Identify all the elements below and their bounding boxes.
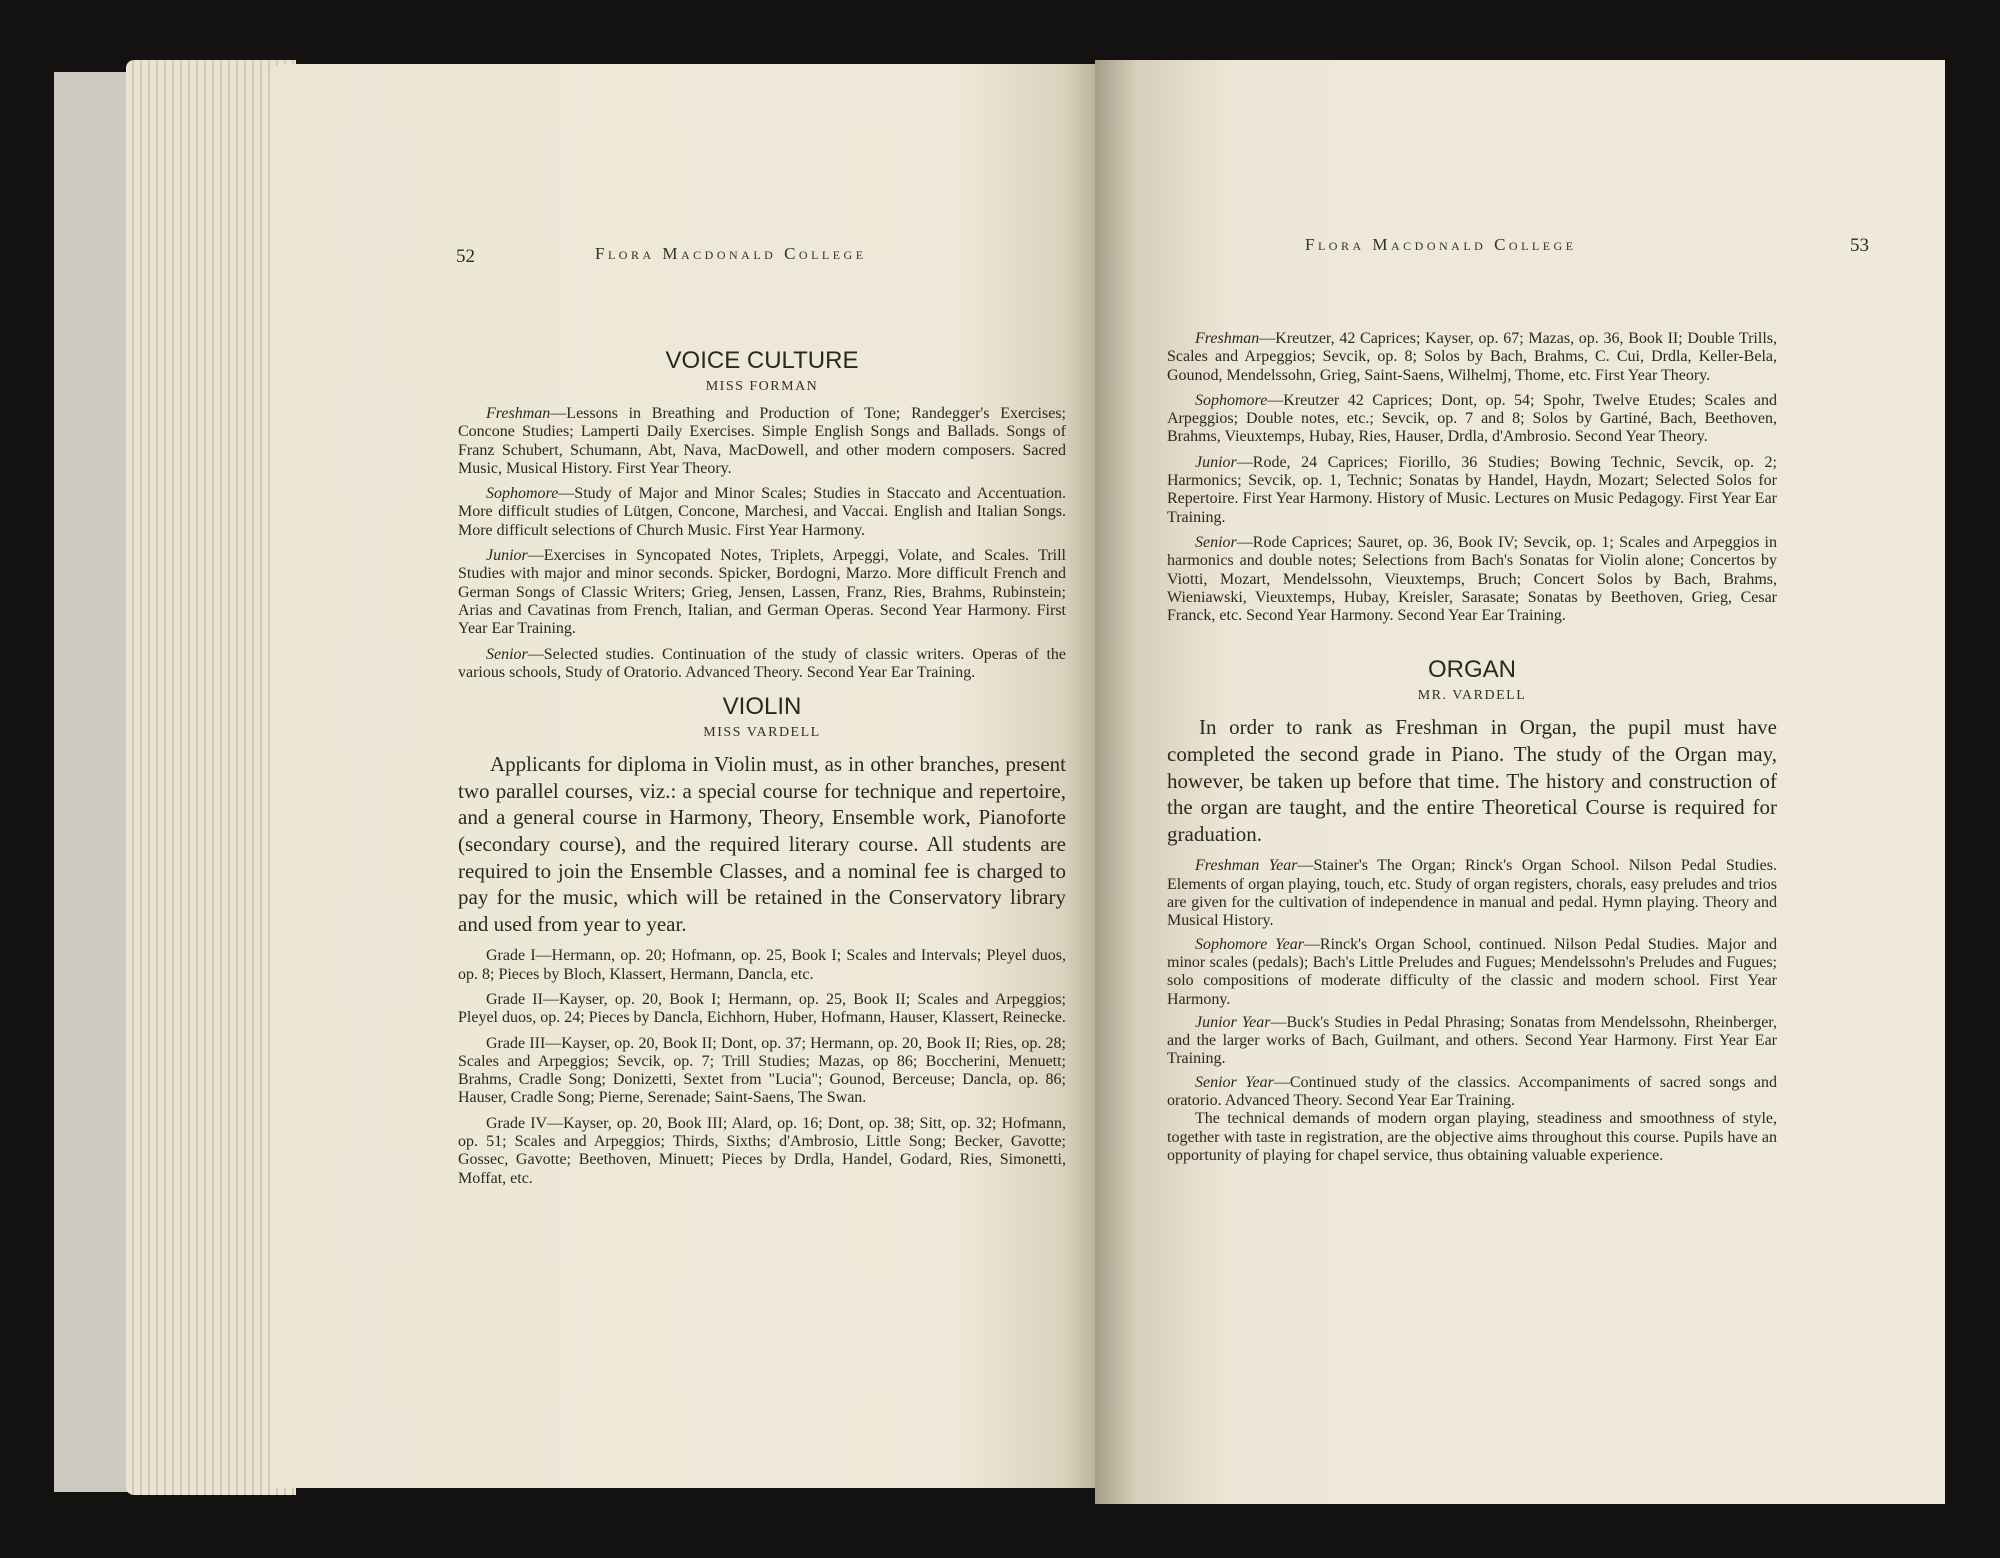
year-text: —Kreutzer 42 Caprices; Dont, op. 54; Spohr, Twelve Etudes; Scales and Arpeggios; Double notes, etc.; Sevcik, op. 7 and 8; Solos by Gartiné, Bach, Beethoven, Brahms, Vieuxtemps, Hubay, Ries, Hauser, Drdla, d'Ambrosio. Second Year Theory.	[1167, 391, 1777, 446]
course-year-paragraph	[1167, 534, 1777, 625]
grade-paragraph: Grade III—Kayser, op. 20, Book II; Dont, op. 37; Hermann, op. 20, Book II; Ries, op. 28; Scales and Arpeggios; Sevcik, op. 7; Trill Studies; Mazas, op 86; Boccherini, Menuett; Brahms, Cradle Song; Donizetti, Sextet from "Lucia"; Gounod, Berceuse; Dancla, op. 86; Hauser, Cradle Song; Pierne, Serenade; Saint-Saens, The Swan.	[458, 1034, 1066, 1107]
course-year-paragraph	[458, 405, 1066, 478]
year-label: Sophomore	[486, 485, 559, 503]
teacher-name: MISS VARDELL	[703, 725, 821, 741]
section-intro: Applicants for diploma in Violin must, as in other branches, present two parallel courses, viz.: a special course for technique and repertoire, and a general course in Harmony, Theory, Ensemble work, Pianoforte (secondary course), and the required literary course. All students are required to join the Ensemble Classes, and a nominal fee is charged to pay for the music, which will be retained in the Conservatory library and used from year to year.	[458, 752, 1066, 936]
course-year-paragraph	[458, 547, 1066, 638]
year-label: Junior	[486, 547, 528, 565]
section-title-organ: ORGAN	[1427, 656, 1516, 684]
year-text: —Lessons in Breathing and Production of Tone; Randegger's Exercises; Concone Studies; Lamperti Daily Exercises. Simple English Songs and Ballads. Songs of Franz Schubert, Schumann, Abt, Nava, MacDowell, and other modern composers. Sacred Music, Musical History. First Year Theory.	[458, 405, 1066, 477]
course-year-paragraph	[1167, 1014, 1777, 1069]
grade-paragraph: Grade IV—Kayser, op. 20, Book III; Alard, op. 16; Dont, op. 38; Sitt, op. 32; Hofmann, op. 51; Scales and Arpeggios; Thirds, Sixths; d'Ambrosio, Little Song; Becker, Gavotte; Gossec, Gavotte; Beethoven, Minuett; Pieces by Drdla, Handel, Godard, Ries, Simonetti, Moffat, etc.	[458, 1114, 1066, 1187]
teacher-name: MR. VARDELL	[1417, 688, 1527, 704]
year-text: —Rinck's Organ School, continued. Nilson Pedal Studies. Major and minor scales (pedals); Bach's Little Preludes and Fugues; Mendelssohn's Preludes and Fugues; solo compositions of moderate difficulty of the classic and modern school. First Year Harmony.	[1167, 935, 1777, 1008]
page-number: 53	[1850, 235, 1869, 256]
course-year-paragraph	[1167, 330, 1777, 385]
year-text: —Kreutzer, 42 Caprices; Kayser, op. 67; Mazas, op. 36, Book II; Double Trills, Scales and Arpeggios; Sevcik, op. 8; Solos by Bach, Brahms, C. Cui, Drdla, Keller-Bela, Gounod, Mendelssohn, Grieg, Saint-Saens, Wilhelmj, Thome, etc. First Year Theory.	[1167, 330, 1777, 384]
year-text: —Exercises in Syncopated Notes, Triplets, Arpeggi, Volate, and Scales. Trill Studies with major and minor seconds. Spicker, Bordogni, Marzo. More difficult French and German Songs of Classic Writers; Grieg, Jensen, Lassen, Franz, Ries, Brahms, Rubinstein; Arias and Cavatinas from French, Italian, and German Operas. Second Year Harmony. First Year Ear Training.	[458, 547, 1066, 638]
section-intro: In order to rank as Freshman in Organ, the pupil must have completed the second grade in Piano. The study of the Organ may, however, be taken up before that time. The history and construction of the organ are taught, and the entire Theoretical Course is required for graduation.	[1167, 715, 1777, 846]
year-text: —Stainer's The Organ; Rinck's Organ School. Nilson Pedal Studies. Elements of organ playing, touch, etc. Study of organ registers, chorals, easy preludes and trios are given for the cultivation of independence in manual and pedal. Hymn playing. Theory and Musical History.	[1167, 857, 1778, 930]
year-text: —Continued study of the classics. Accompaniments of sacred songs and oratorio. Advanced Theory. Second Year Ear Training.	[1167, 1073, 1777, 1109]
year-label: Senior Year	[1195, 1073, 1274, 1091]
grade-paragraph: Grade I—Hermann, op. 20; Hofmann, op. 25, Book I; Scales and Intervals; Pleyel duos, op. 8; Pieces by Bloch, Klassert, Hermann, Dancla, etc.	[458, 947, 1066, 983]
section-title-violin: VIOLIN	[722, 693, 802, 721]
running-head: Flora Macdonald College	[1305, 235, 1577, 254]
left-page	[270, 64, 1105, 1488]
right-page	[1095, 60, 1945, 1504]
right-column	[1167, 330, 1777, 1172]
year-label: Junior	[1195, 453, 1237, 471]
year-label: Senior	[486, 645, 528, 663]
year-label: Freshman	[1195, 330, 1260, 347]
running-head: Flora Macdonald College	[595, 244, 867, 263]
year-text: —Buck's Studies in Pedal Phrasing; Sonatas from Mendelssohn, Rheinberger, and the larger works of Bach, Guilmant, and others. Second Year Harmony. First Year Ear Training.	[1167, 1013, 1777, 1068]
closing-paragraph: The technical demands of modern organ playing, steadiness and smoothness of style, together with taste in registration, are the objective aims throughout this course. Pupils have an opportunity of playing for chapel service, thus obtaining valuable experience.	[1167, 1110, 1777, 1164]
course-year-paragraph	[1167, 392, 1777, 447]
year-text: —Selected studies. Continuation of the study of classic writers. Operas of the various schools, Study of Oratorio. Advanced Theory. Second Year Ear Training.	[458, 645, 1066, 681]
year-label: Junior Year	[1195, 1013, 1271, 1031]
course-year-paragraph	[1167, 454, 1777, 527]
grade-paragraph: Grade II—Kayser, op. 20, Book I; Hermann, op. 25, Book II; Scales and Arpeggios; Pleyel duos, op. 24; Pieces by Dancla, Eichhorn, Huber, Hofmann, Hauser, Klassert, Reinecke.	[458, 990, 1066, 1027]
course-year-paragraph	[1167, 1074, 1777, 1111]
course-year-paragraph	[1167, 857, 1777, 930]
teacher-name: MISS FORMAN	[705, 379, 819, 394]
page-number: 52	[456, 246, 475, 267]
course-year-paragraph	[458, 646, 1066, 683]
year-label: Sophomore Year	[1195, 935, 1304, 953]
year-label: Freshman Year	[1195, 857, 1298, 875]
course-year-paragraph	[1167, 936, 1777, 1009]
left-column	[458, 346, 1066, 1195]
year-label: Freshman	[486, 405, 551, 422]
year-label: Sophomore	[1195, 391, 1268, 409]
year-text: —Rode, 24 Caprices; Fiorillo, 36 Studies; Bowing Technic, Sevcik, op. 2; Harmonics; Sevcik, op. 1, Technic; Sonatas by Handel, Haydn, Mozart; Selected Solos for Repertoire. First Year Harmony. History of Music. Lectures on Music Pedagogy. First Year Ear Training.	[1167, 453, 1777, 526]
year-label: Senior	[1195, 533, 1237, 551]
year-text: —Rode Caprices; Sauret, op. 36, Book IV; Sevcik, op. 1; Scales and Arpeggios in harmonics and double notes; Selections from Bach's Sonatas for Violin alone; Concertos by Viotti, Mozart, Mendelssohn, Vieuxtemps, Bruch; Concert Solos by Bach, Brahms, Wieniawski, Vieuxtemps, Hubay, Kreisler, Sarasate; Sonatas by Beethoven, Grieg, Cesar Franck, etc. Second Year Harmony. Second Year Ear Training.	[1167, 533, 1777, 625]
year-text: —Study of Major and Minor Scales; Studies in Staccato and Accentuation. More difficult studies of Lütgen, Concone, Marchesi, and Vaccai. English and Italian Songs. More difficult selections of Church Music. First Year Harmony.	[458, 485, 1066, 539]
course-year-paragraph	[458, 485, 1066, 540]
section-title-voice-culture: VOICE CULTURE	[665, 347, 859, 374]
